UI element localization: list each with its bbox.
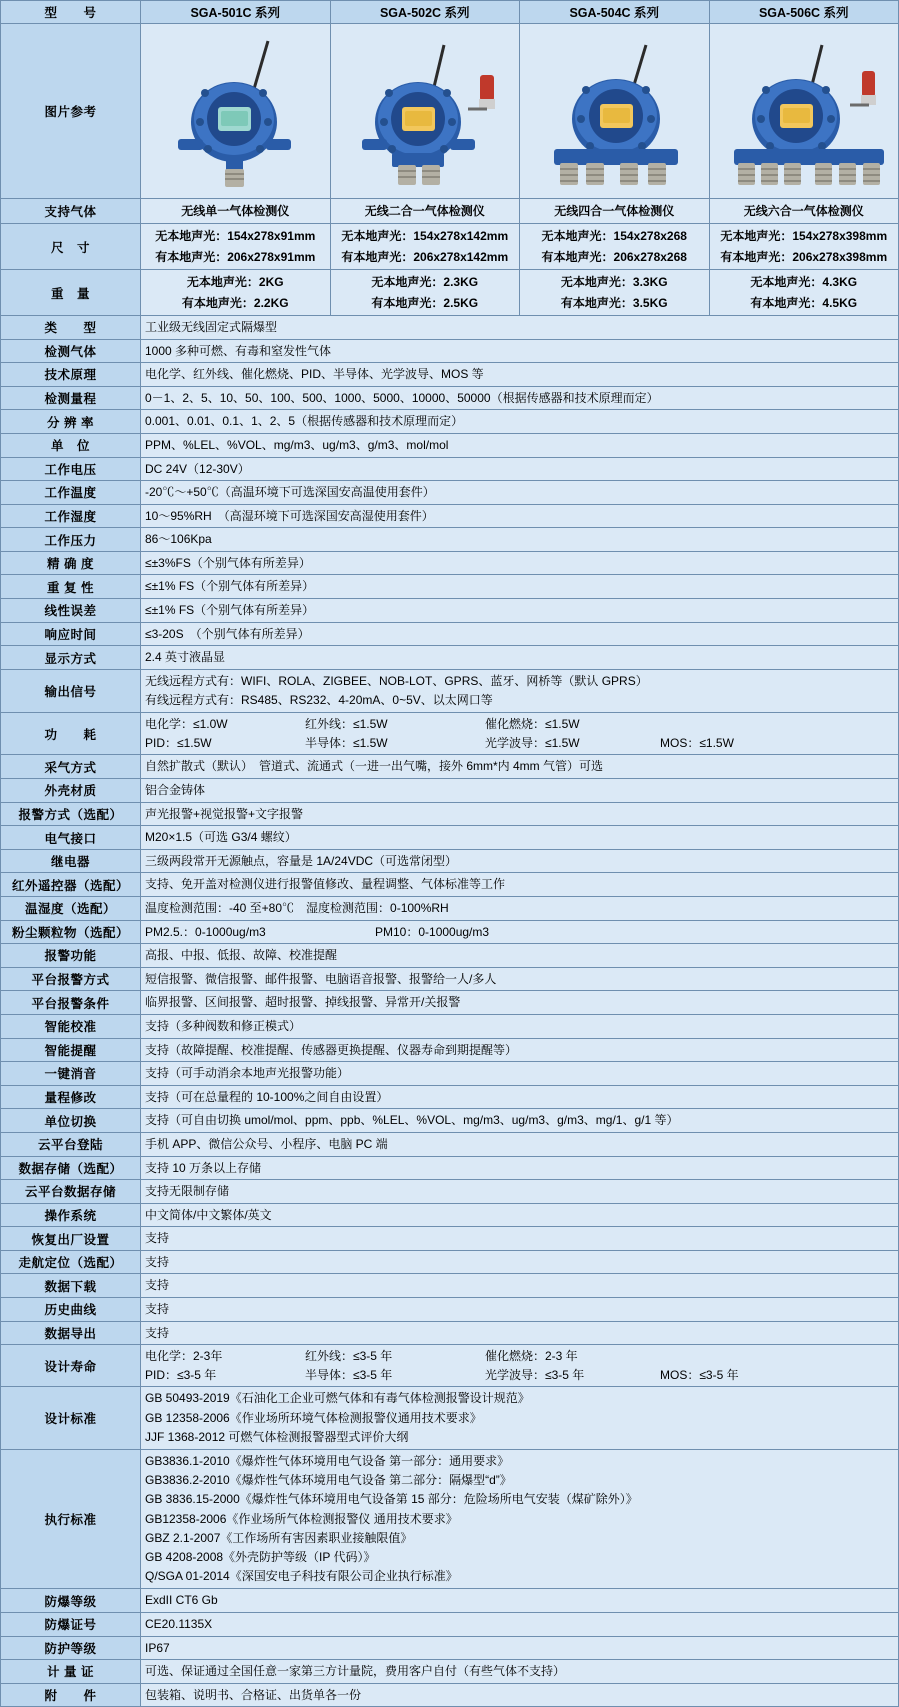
dust-pm25: PM2.5.：0-1000ug/m3 <box>145 924 266 939</box>
table-row-category <box>1 315 899 339</box>
table-row-model <box>1 1 899 24</box>
table-row-linearity <box>1 599 899 623</box>
weight-3-line1: 无本地声光：3.3KG <box>560 275 668 290</box>
support-gas-1: 无线单一气体检测仪 <box>141 199 331 224</box>
table-row-gps-opt <box>1 1250 899 1274</box>
table-row-dust-opt <box>1 920 899 944</box>
row-label-ip-grade: 防护等级 <box>1 1636 141 1660</box>
temp-humid-opt-value: 温度检测范围：-40 至+80℃ 湿度检测范围：0-100%RH <box>141 896 899 920</box>
row-label-data-download: 数据下载 <box>1 1274 141 1298</box>
row-label-dust-opt: 粉尘颗粒物（选配） <box>1 920 141 944</box>
data-export-value: 支持 <box>141 1321 899 1345</box>
table-row-support-gas <box>1 199 899 224</box>
shell-value: 铝合金铸体 <box>141 779 899 803</box>
model-header-3: SGA-504C 系列 <box>520 1 710 24</box>
linearity-value: ≤±1% FS（个别气体有所差异） <box>141 599 899 623</box>
design-life-line2 <box>145 1366 894 1385</box>
category-value: 工业级无线固定式隔爆型 <box>141 315 899 339</box>
row-label-model: 型 号 <box>1 1 141 24</box>
output-line2: 有线远程方式有：RS485、RS232、4-20mA、0~5V、以太网口等 <box>145 693 493 708</box>
row-label-ex-grade: 防爆等级 <box>1 1589 141 1613</box>
table-row-one-key-mute <box>1 1062 899 1086</box>
remote-value: 支持、免开盖对检测仪进行报警值修改、量程调整、气体标准等工作 <box>141 873 899 897</box>
row-label-remote: 红外遥控器（选配） <box>1 873 141 897</box>
life-semiconductor: 半导体：≤3-5 年 <box>305 1367 393 1382</box>
weight-1-line1: 无本地声光：2KG <box>186 275 284 290</box>
row-label-design-standard: 设计标准 <box>1 1387 141 1450</box>
life-optical: 光学波导：≤3-5 年 <box>485 1367 585 1382</box>
row-label-accuracy: 精 确 度 <box>1 551 141 575</box>
life-mos: MOS：≤3-5 年 <box>660 1367 739 1382</box>
humidity-value: 10～95%RH （高湿环境下可选深国安高湿使用套件） <box>141 504 899 528</box>
factory-reset-value: 支持 <box>141 1227 899 1251</box>
metering-cert-value: 可选、保证通过全国任意一家第三方计量院，费用客户自付（有些气体不支持） <box>141 1660 899 1684</box>
cloud-store-value: 支持无限制存储 <box>141 1180 899 1204</box>
alarm-mode-value: 声光报警+视觉报警+文字报警 <box>141 802 899 826</box>
model-header-2: SGA-502C 系列 <box>330 1 520 24</box>
size-1-line2: 有本地声光：206x278x91mm <box>155 249 316 264</box>
table-row-size <box>1 224 899 270</box>
table-row-unit-switch <box>1 1109 899 1133</box>
row-label-sampling: 采气方式 <box>1 755 141 779</box>
row-label-data-export: 数据导出 <box>1 1321 141 1345</box>
row-label-support-gas: 支持气体 <box>1 199 141 224</box>
row-label-weight: 重 量 <box>1 270 141 316</box>
range-modify-value: 支持（可在总量程的 10-100%之间自由设置） <box>141 1085 899 1109</box>
table-row-response <box>1 622 899 646</box>
life-catalytic: 催化燃烧：2-3 年 <box>485 1349 578 1364</box>
table-row-output <box>1 669 899 712</box>
row-label-detect-gas: 检测气体 <box>1 339 141 363</box>
unit-switch-value: 支持（可自由切换 umol/mol、ppm、ppb、%LEL、%VOL、mg/m3、ug/m3、g/m3、mg/1、g/1 等） <box>141 1109 899 1133</box>
size-2-line2: 有本地声光：206x278x142mm <box>341 249 509 264</box>
weight-4-line1: 无本地声光：4.3KG <box>750 275 858 290</box>
response-value: ≤3-20S （个别气体有所差异） <box>141 622 899 646</box>
row-label-resolution: 分 辨 率 <box>1 410 141 434</box>
power-line1 <box>145 715 894 734</box>
table-row-display <box>1 646 899 670</box>
row-label-electrical-port: 电气接口 <box>1 826 141 850</box>
table-row-range <box>1 386 899 410</box>
row-label-platform-cond: 平台报警条件 <box>1 991 141 1015</box>
row-label-image-reference: 图片参考 <box>1 24 141 199</box>
table-row-cloud-store <box>1 1180 899 1204</box>
repeatability-value: ≤±1% FS（个别气体有所差异） <box>141 575 899 599</box>
smart-remind-value: 支持（故障提醒、校准提醒、传感器更换提醒、仪器寿命到期提醒等） <box>141 1038 899 1062</box>
design-standard-line3: JJF 1368-2012 可燃气体检测报警器型式评价大纲 <box>145 1429 409 1444</box>
row-label-voltage: 工作电压 <box>1 457 141 481</box>
row-label-response: 响应时间 <box>1 622 141 646</box>
table-row-alarm-func <box>1 944 899 968</box>
exec-standard-line6: GB 4208-2008《外壳防护等级（IP 代码）》 <box>145 1549 376 1564</box>
row-label-relay: 继电器 <box>1 849 141 873</box>
table-row-sampling <box>1 755 899 779</box>
row-label-cloud-login: 云平台登陆 <box>1 1132 141 1156</box>
table-row-cloud-login <box>1 1132 899 1156</box>
sampling-value: 自然扩散式（默认） 管道式、流通式（一进一出气嘴，接外 6mm*内 4mm 气管）可选 <box>141 755 899 779</box>
table-row-accessories <box>1 1683 899 1707</box>
row-label-range-modify: 量程修改 <box>1 1085 141 1109</box>
exec-standard-line3: GB 3836.15-2000《爆炸性气体环境用电气设备第 15 部分：危险场所电气安装（煤矿除外）》 <box>145 1492 638 1507</box>
output-line1: 无线远程方式有：WIFI、ROLA、ZIGBEE、NOB-LOT、GPRS、蓝牙、网桥等（默认 GPRS） <box>145 673 648 688</box>
cloud-login-value: 手机 APP、微信公众号、小程序、电脑 PC 端 <box>141 1132 899 1156</box>
design-standard-value <box>141 1387 899 1450</box>
power-mos: MOS：≤1.5W <box>660 735 734 750</box>
table-row-humidity <box>1 504 899 528</box>
table-row-ex-grade <box>1 1589 899 1613</box>
table-row-os <box>1 1203 899 1227</box>
row-label-exec-standard: 执行标准 <box>1 1450 141 1589</box>
power-semiconductor: 半导体：≤1.5W <box>305 735 388 750</box>
table-row-data-store-opt <box>1 1156 899 1180</box>
exec-standard-line5: GBZ 2.1-2007《工作场所有害因素职业接触限值》 <box>145 1530 413 1545</box>
size-4-line2: 有本地声光：206x278x398mm <box>720 249 888 264</box>
model-header-1: SGA-501C 系列 <box>141 1 331 24</box>
table-row-data-download <box>1 1274 899 1298</box>
platform-alarm-value: 短信报警、微信报警、邮件报警、电脑语音报警、报警给一人/多人 <box>141 967 899 991</box>
range-value: 0－1、2、5、10、50、100、500、1000、5000、10000、50000（根据传感器和技术原理而定） <box>141 386 899 410</box>
table-row-temperature <box>1 481 899 505</box>
row-label-alarm-func: 报警功能 <box>1 944 141 968</box>
design-standard-line1: GB 50493-2019《石油化工企业可燃气体和有毒气体检测报警设计规范》 <box>145 1391 530 1406</box>
weight-4 <box>709 270 899 316</box>
resolution-value: 0.001、0.01、0.1、1、2、5（根据传感器和技术原理而定） <box>141 410 899 434</box>
data-store-opt-value: 支持 10 万条以上存储 <box>141 1156 899 1180</box>
dust-opt-value <box>141 920 899 944</box>
row-label-output: 输出信号 <box>1 669 141 712</box>
power-catalytic: 催化燃烧：≤1.5W <box>485 717 580 732</box>
row-label-cloud-store: 云平台数据存储 <box>1 1180 141 1204</box>
ex-grade-value: ExdII CT6 Gb <box>141 1589 899 1613</box>
support-gas-4: 无线六合一气体检测仪 <box>709 199 899 224</box>
row-label-gps-opt: 走航定位（选配） <box>1 1250 141 1274</box>
row-label-smart-remind: 智能提醒 <box>1 1038 141 1062</box>
row-label-repeatability: 重 复 性 <box>1 575 141 599</box>
model-header-4: SGA-506C 系列 <box>709 1 899 24</box>
weight-3 <box>520 270 710 316</box>
weight-2 <box>330 270 520 316</box>
row-label-metering-cert: 计 量 证 <box>1 1660 141 1684</box>
exec-standard-line2: GB3836.2-2010《爆炸性气体环境用电气设备 第二部分：隔爆型“d”》 <box>145 1473 512 1488</box>
row-label-data-store-opt: 数据存储（选配） <box>1 1156 141 1180</box>
table-row-design-life <box>1 1345 899 1387</box>
pressure-value: 86～106Kpa <box>141 528 899 552</box>
size-3 <box>520 224 710 270</box>
row-label-factory-reset: 恢复出厂设置 <box>1 1227 141 1251</box>
table-row-smart-cal <box>1 1014 899 1038</box>
table-row-factory-reset <box>1 1227 899 1251</box>
history-curve-value: 支持 <box>141 1298 899 1322</box>
detect-gas-value: 1000 多种可燃、有毒和窒发性气体 <box>141 339 899 363</box>
row-label-unit-switch: 单位切换 <box>1 1109 141 1133</box>
life-pid: PID：≤3-5 年 <box>145 1367 217 1382</box>
row-label-humidity: 工作湿度 <box>1 504 141 528</box>
table-row-design-standard <box>1 1387 899 1450</box>
table-row-temp-humid-opt <box>1 896 899 920</box>
table-row-ex-cert <box>1 1612 899 1636</box>
table-row-shell <box>1 779 899 803</box>
row-label-temperature: 工作温度 <box>1 481 141 505</box>
size-4-line1: 无本地声光：154x278x398mm <box>720 229 888 244</box>
exec-standard-line7: Q/SGA 01-2014《深国安电子科技有限公司企业执行标准》 <box>145 1569 458 1584</box>
table-row-repeatability <box>1 575 899 599</box>
table-row-remote <box>1 873 899 897</box>
row-label-display: 显示方式 <box>1 646 141 670</box>
size-1-line1: 无本地声光：154x278x91mm <box>155 229 316 244</box>
weight-4-line2: 有本地声光：4.5KG <box>750 295 858 310</box>
power-electrochemical: 电化学：≤1.0W <box>145 717 228 732</box>
row-label-os: 操作系统 <box>1 1203 141 1227</box>
os-value: 中文简体/中文繁体/英文 <box>141 1203 899 1227</box>
gas-detector-1-sensor-icon <box>141 24 331 199</box>
weight-1 <box>141 270 331 316</box>
row-label-alarm-mode: 报警方式（选配） <box>1 802 141 826</box>
table-row-platform-cond <box>1 991 899 1015</box>
row-label-platform-alarm: 平台报警方式 <box>1 967 141 991</box>
row-label-shell: 外壳材质 <box>1 779 141 803</box>
temperature-value: -20℃～+50℃（高温环境下可选深国安高温使用套件） <box>141 481 899 505</box>
power-optical: 光学波导：≤1.5W <box>485 735 580 750</box>
table-row-detect-gas <box>1 339 899 363</box>
table-row-power <box>1 713 899 755</box>
voltage-value: DC 24V（12-30V） <box>141 457 899 481</box>
row-label-history-curve: 历史曲线 <box>1 1298 141 1322</box>
table-row-data-export <box>1 1321 899 1345</box>
row-label-ex-cert: 防爆证号 <box>1 1612 141 1636</box>
gas-detector-6-sensor-icon <box>709 24 899 199</box>
design-life-value <box>141 1345 899 1387</box>
row-label-linearity: 线性误差 <box>1 599 141 623</box>
design-standard-line2: GB 12358-2006《作业场所环境气体检测报警仪通用技术要求》 <box>145 1410 482 1425</box>
weight-1-line2: 有本地声光：2.2KG <box>181 295 289 310</box>
row-label-one-key-mute: 一键消音 <box>1 1062 141 1086</box>
accuracy-value: ≤±3%FS（个别气体有所差异） <box>141 551 899 575</box>
row-label-smart-cal: 智能校准 <box>1 1014 141 1038</box>
weight-3-line2: 有本地声光：3.5KG <box>560 295 668 310</box>
table-row-relay <box>1 849 899 873</box>
dust-pm10: PM10：0-1000ug/m3 <box>375 924 490 939</box>
ex-cert-value: CE20.1135X <box>141 1612 899 1636</box>
gas-detector-4-sensor-icon <box>520 24 710 199</box>
table-row-accuracy <box>1 551 899 575</box>
row-label-design-life: 设计寿命 <box>1 1345 141 1387</box>
row-label-power: 功 耗 <box>1 713 141 755</box>
one-key-mute-value: 支持（可手动消余本地声光报警功能） <box>141 1062 899 1086</box>
weight-2-line1: 无本地声光：2.3KG <box>371 275 479 290</box>
display-value: 2.4 英寸液晶显 <box>141 646 899 670</box>
platform-cond-value: 临界报警、区间报警、超时报警、掉线报警、异常开/关报警 <box>141 991 899 1015</box>
table-row-range-modify <box>1 1085 899 1109</box>
row-label-pressure: 工作压力 <box>1 528 141 552</box>
row-label-range: 检测量程 <box>1 386 141 410</box>
support-gas-3: 无线四合一气体检测仪 <box>520 199 710 224</box>
exec-standard-line1: GB3836.1-2010《爆炸性气体环境用电气设备 第一部分：通用要求》 <box>145 1454 510 1469</box>
table-row-resolution <box>1 410 899 434</box>
row-label-tech-principle: 技术原理 <box>1 363 141 387</box>
exec-standard-line4: GB12358-2006《作业场所气体检测报警仪 通用技术要求》 <box>145 1511 458 1526</box>
table-row-voltage <box>1 457 899 481</box>
size-2-line1: 无本地声光：154x278x142mm <box>341 229 509 244</box>
life-infrared: 红外线：≤3-5 年 <box>305 1349 393 1364</box>
table-row-alarm-mode <box>1 802 899 826</box>
row-label-accessories: 附 件 <box>1 1683 141 1707</box>
table-row-pressure <box>1 528 899 552</box>
alarm-func-value: 高报、中报、低报、故障、校准提醒 <box>141 944 899 968</box>
table-row-weight <box>1 270 899 316</box>
size-3-line1: 无本地声光：154x278x268 <box>541 229 687 244</box>
gas-detector-2-sensor-icon <box>330 24 520 199</box>
support-gas-2: 无线二合一气体检测仪 <box>330 199 520 224</box>
table-row-exec-standard <box>1 1450 899 1589</box>
row-label-unit: 单 位 <box>1 433 141 457</box>
power-value <box>141 713 899 755</box>
output-value <box>141 669 899 712</box>
power-pid: PID：≤1.5W <box>145 735 212 750</box>
accessories-value: 包装箱、说明书、合格证、出货单各一份 <box>141 1683 899 1707</box>
gps-opt-value: 支持 <box>141 1250 899 1274</box>
size-1 <box>141 224 331 270</box>
weight-2-line2: 有本地声光：2.5KG <box>371 295 479 310</box>
unit-value: PPM、%LEL、%VOL、mg/m3、ug/m3、g/m3、mol/mol <box>141 433 899 457</box>
power-infrared: 红外线：≤1.5W <box>305 717 388 732</box>
size-3-line2: 有本地声光：206x278x268 <box>541 249 687 264</box>
row-label-temp-humid-opt: 温湿度（选配） <box>1 896 141 920</box>
electrical-port-value: M20×1.5（可选 G3/4 螺纹） <box>141 826 899 850</box>
ip-grade-value: IP67 <box>141 1636 899 1660</box>
table-row-unit <box>1 433 899 457</box>
table-row-platform-alarm <box>1 967 899 991</box>
table-row-image-reference <box>1 24 899 199</box>
tech-principle-value: 电化学、红外线、催化燃烧、PID、半导体、光学波导、MOS 等 <box>141 363 899 387</box>
row-label-size: 尺 寸 <box>1 224 141 270</box>
row-label-category: 类 型 <box>1 315 141 339</box>
table-row-ip-grade <box>1 1636 899 1660</box>
power-line2 <box>145 734 894 753</box>
table-row-history-curve <box>1 1298 899 1322</box>
smart-cal-value: 支持（多种阀数和修正模式） <box>141 1014 899 1038</box>
relay-value: 三级两段常开无源触点，容量是 1A/24VDC（可选常闭型） <box>141 849 899 873</box>
life-electrochemical: 电化学：2-3年 <box>145 1349 223 1364</box>
table-row-metering-cert <box>1 1660 899 1684</box>
design-life-line1 <box>145 1347 894 1366</box>
table-row-smart-remind <box>1 1038 899 1062</box>
size-2 <box>330 224 520 270</box>
size-4 <box>709 224 899 270</box>
table-row-electrical-port <box>1 826 899 850</box>
data-download-value: 支持 <box>141 1274 899 1298</box>
table-row-tech-principle <box>1 363 899 387</box>
exec-standard-value <box>141 1450 899 1589</box>
